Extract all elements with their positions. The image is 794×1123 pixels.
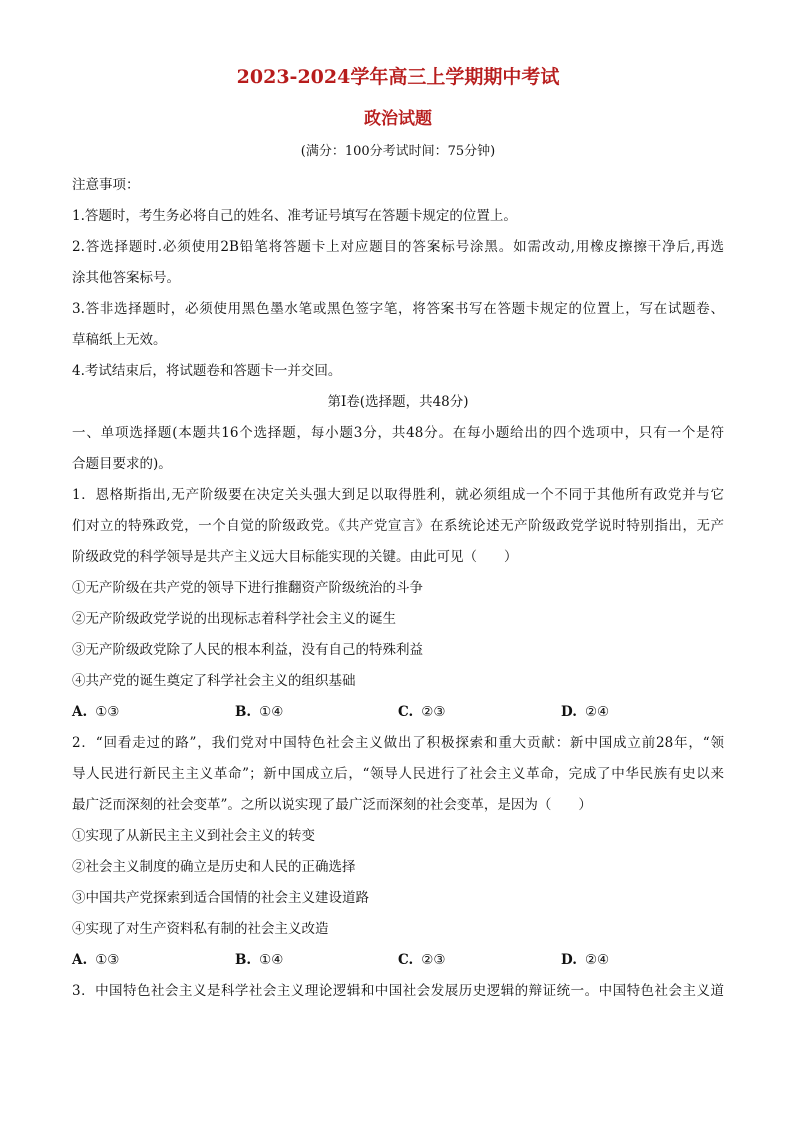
question-statement: ②无产阶级政党学说的出现标志着科学社会主义的诞生: [72, 611, 396, 627]
notes-line: 1.答题时，考生务必将自己的姓名、准考证号填写在答题卡规定的位置上。: [72, 208, 517, 224]
question-stem-line: 2．“回看走过的路”，我们党对中国特色社会主义做出了积极探索和重大贡献：新中国成立前28年，“领: [72, 735, 724, 751]
question-statement: ②社会主义制度的确立是历史和人民的正确选择: [72, 859, 356, 875]
answer-option-c: C. ②③: [398, 704, 446, 720]
question-statement: ③中国共产党探索到适合国情的社会主义建设道路: [72, 890, 369, 906]
question-stem-line: 导人民进行新民主主义革命”；新中国成立后，“领导人民进行了社会主义革命，完成了中华民族有史以来: [72, 766, 724, 782]
answer-option-a: A. ①③: [72, 704, 120, 720]
exam-info: (满分：100分考试时间：75分钟): [300, 144, 496, 159]
notes-line: 3.答非选择题时，必须使用黑色墨水笔或黑色签字笔，将答案书写在答题卡规定的位置上，写在试题卷、: [72, 301, 724, 317]
question-stem-line: 们对立的特殊政党，一个自觉的阶级政党。《共产党宣言》在系统论述无产阶级政党学说时特别指出，无产: [72, 518, 724, 534]
question-1: [72, 480, 724, 728]
answer-option-b: B. ①④: [235, 704, 284, 720]
exam-title: 2023-2024学年高三上学期期中考试: [236, 66, 560, 88]
question-3: [72, 976, 724, 1007]
question-statement: ④实现了对生产资料私有制的社会主义改造: [72, 921, 329, 937]
notes-line: 草稿纸上无效。: [72, 332, 167, 348]
answer-option-c: C. ②③: [398, 952, 446, 968]
notes-line: 涂其他答案标号。: [72, 270, 180, 286]
answer-options: [72, 697, 724, 728]
exam-page: [72, 62, 724, 1007]
answer-option-a: A. ①③: [72, 952, 120, 968]
section-title: 第I卷(选择题，共48分): [327, 394, 469, 410]
question-stem-line: 最广泛而深刻的社会变革”。之所以说实现了最广泛而深刻的社会变革，是因为（ ）: [72, 797, 592, 813]
question-statement: ①无产阶级在共产党的领导下进行推翻资产阶级统治的斗争: [72, 580, 423, 596]
question-statement: ③无产阶级政党除了人民的根本利益，没有自己的特殊利益: [72, 642, 423, 658]
answer-options: [72, 945, 724, 976]
question-stem-line: 阶级政党的科学领导是共产主义远大目标能实现的关键。由此可见（ ）: [72, 549, 518, 565]
notes-line: 4.考试结束后，将试题卷和答题卡一并交回。: [72, 363, 342, 379]
section-instruction: 合题目要求的)。: [72, 456, 172, 472]
question-statement: ①实现了从新民主主义到社会主义的转变: [72, 828, 315, 844]
answer-option-d: D. ②④: [561, 952, 610, 968]
question-2: [72, 728, 724, 976]
answer-option-b: B. ①④: [235, 952, 284, 968]
question-statement: ④共产党的诞生奠定了科学社会主义的组织基础: [72, 673, 356, 689]
notes-line: 2.答选择题时.必须使用2B铅笔将答题卡上对应题目的答案标号涂黑。如需改动,用橡皮擦擦干净后,再选: [72, 239, 724, 255]
section-instruction: 一、单项选择题(本题共16个选择题，每小题3分，共48分。在每小题给出的四个选项中，只有一个是符: [72, 425, 724, 441]
subject-title: 政治试题: [364, 109, 432, 129]
question-stem-line: 3．中国特色社会主义是科学社会主义理论逻辑和中国社会发展历史逻辑的辩证统一。中国特色社会主义道: [72, 983, 724, 999]
answer-option-d: D. ②④: [561, 704, 610, 720]
notes-heading: 注意事项：: [72, 177, 140, 193]
question-stem-line: 1．恩格斯指出,无产阶级要在决定关头强大到足以取得胜利，就必须组成一个不同于其他所有政党并与它: [72, 487, 724, 503]
